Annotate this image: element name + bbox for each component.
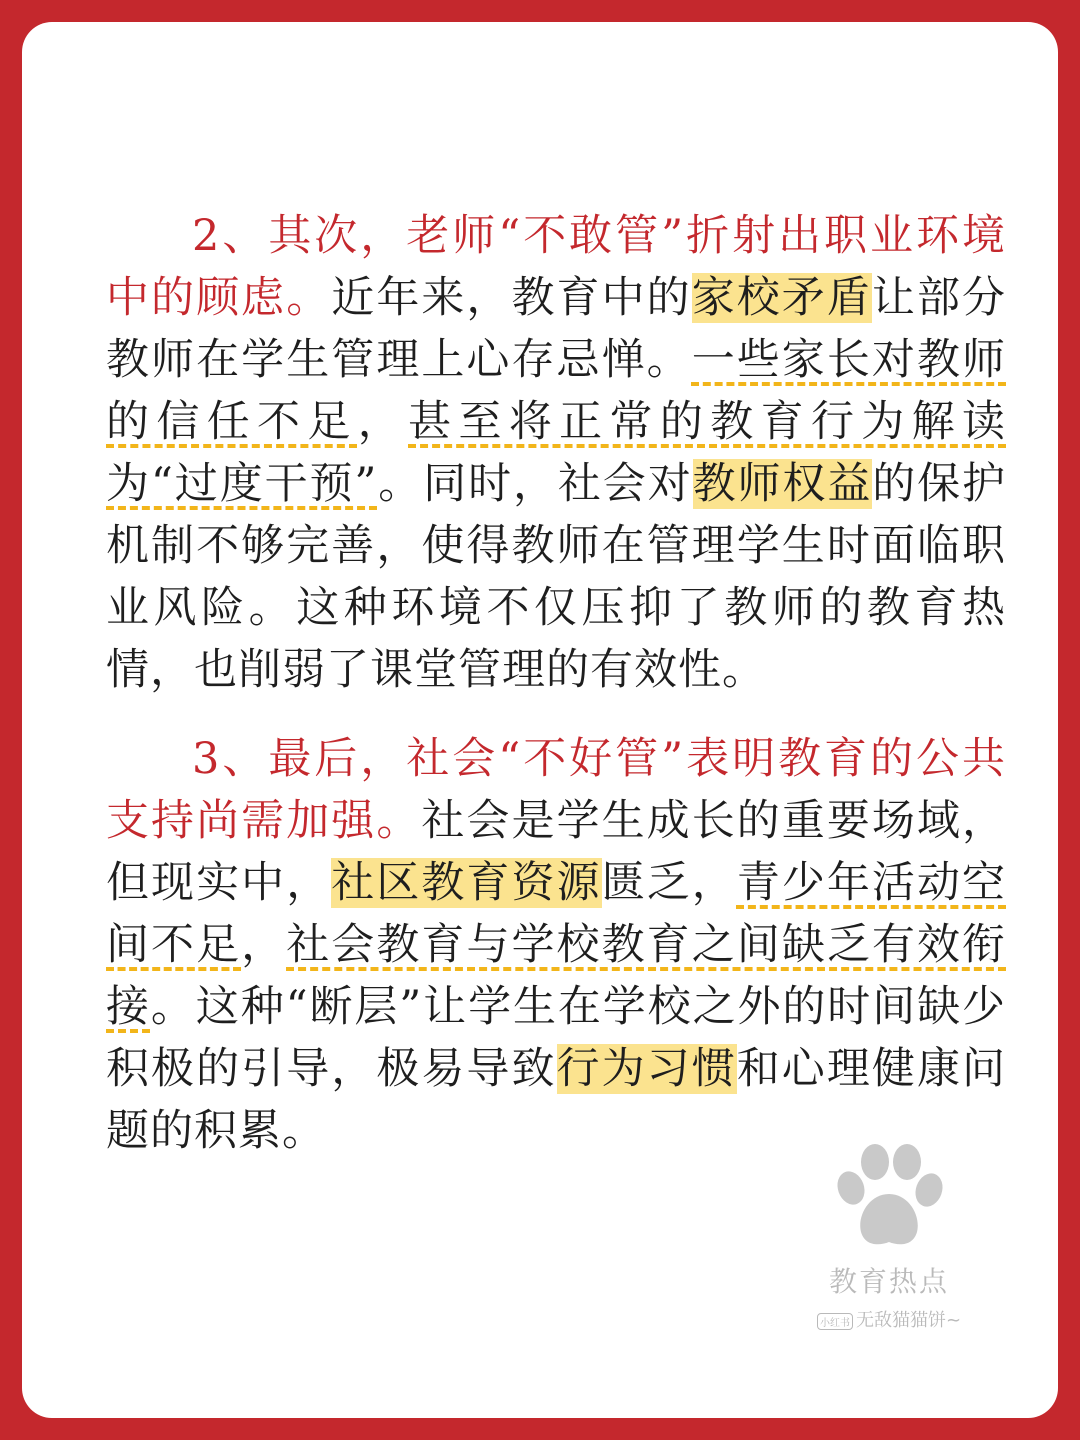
underline-parent-trust: 一些家长对教师的信任不足 (106, 335, 1007, 447)
text-run: 社会是学生成长的重要场域，但现实中， (106, 796, 1007, 908)
highlight-community-resources: 社区教育资源 (331, 858, 602, 908)
highlight-teacher-rights: 教师权益 (692, 459, 873, 509)
text-run: 匮乏， (601, 858, 737, 908)
highlight-behavior-habits: 行为习惯 (556, 1044, 737, 1094)
xiaohongshu-logo: 小红书 (817, 1313, 853, 1330)
underline-education-link: 社会教育与学校教育之间缺乏有效衔接 (106, 920, 1007, 1032)
watermark-title: 教育热点 (828, 1265, 949, 1298)
underline-over-intervention: 甚至将正常的教育行为解读为“过度干预” (106, 397, 1007, 509)
paw-icon (829, 1142, 949, 1252)
text-run: ， (241, 920, 287, 970)
text-run: 和心理健康问题的积累。 (106, 1044, 1007, 1156)
watermark-handle: 无敌猫猫饼~ (855, 1310, 962, 1331)
watermark-handle-row (804, 1306, 974, 1332)
text-run: 让部分教师在学生管理上心存忌惮。 (106, 273, 1007, 385)
paragraph-section-3 (106, 728, 1006, 1162)
paragraph-section-2 (106, 205, 1006, 701)
text-run: 。这种“断层”让学生在学校之外的时间缺少积极的引导，极易导致 (106, 982, 1007, 1094)
highlight-jiaxiao-maodun: 家校矛盾 (691, 273, 872, 323)
text-run: 的保护机制不够完善，使得教师在管理学生时面临职业风险。这种环境不仅压抑了教师的教育热情，也削弱了课堂管理的有效性。 (106, 459, 1007, 695)
section-3-lead: 3、最后，社会“不好管”表明教育的公共支持尚需加强。 (106, 734, 1006, 846)
text-run: 近年来，教育中的 (331, 273, 692, 323)
underline-activity-space: 青少年活动空间不足 (106, 858, 1007, 970)
watermark (804, 1142, 974, 1332)
text-run: ， (357, 397, 409, 447)
text-run: 。同时，社会对 (377, 459, 693, 509)
section-2-lead: 2、其次，老师“不敢管”折射出职业环境中的顾虑。 (106, 211, 1006, 323)
content-card (22, 22, 1058, 1418)
